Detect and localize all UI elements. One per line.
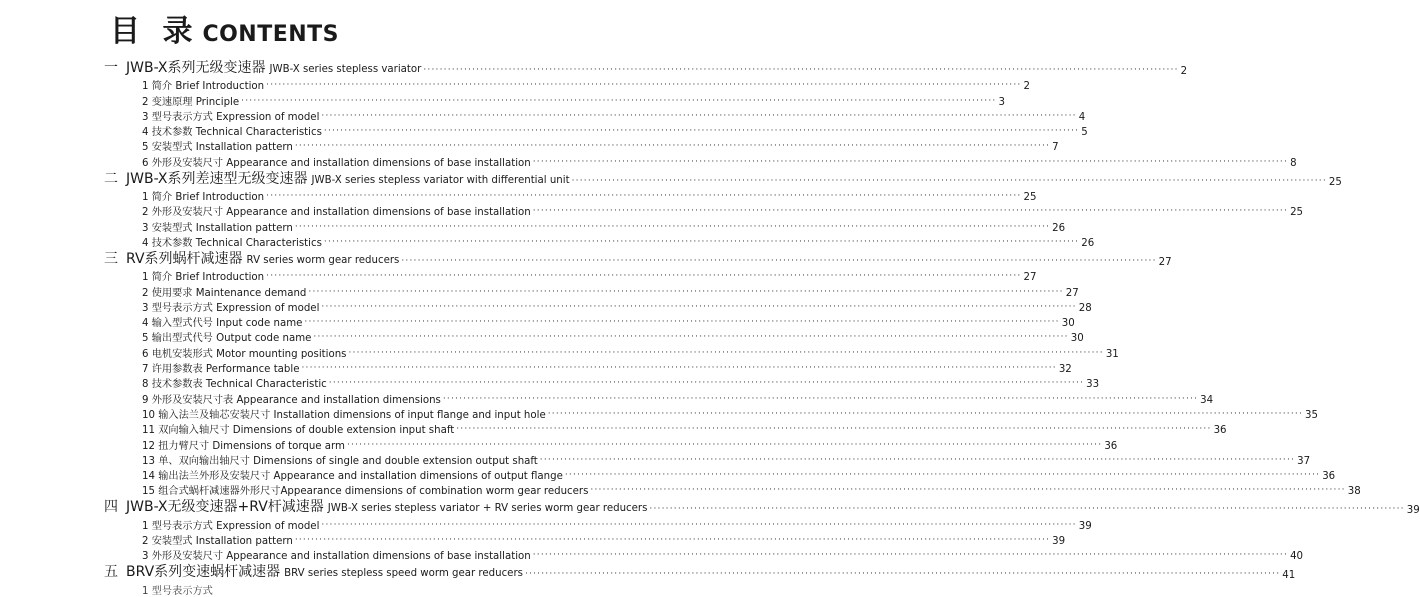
toc-item-label: 1 型号表示方式 Expression of model [142, 520, 320, 532]
toc-item-label: 15 组合式蜗杆减速器外形尺寸Appearance dimensions of combination worm gear reducers [142, 486, 589, 498]
toc-section-number: 三 [104, 250, 118, 267]
toc-page-number: 35 [1305, 409, 1319, 421]
toc-page-number: 2 [1180, 66, 1188, 77]
dot-leader [295, 142, 1050, 153]
toc-item[interactable] [0, 153, 1297, 169]
toc-page-number: 25 [1023, 192, 1037, 204]
toc-section-title-zh: BRV系列变速蜗杆减速器 [126, 564, 281, 581]
toc-page-number: 36 [1322, 471, 1336, 483]
toc-page-number: 31 [1105, 348, 1119, 360]
dot-leader [321, 112, 1076, 123]
toc-item[interactable] [0, 360, 1072, 376]
toc-page-number: 38 [1347, 486, 1361, 498]
toc-section-number: 五 [104, 564, 118, 581]
toc-item-label: 3 型号表示方式 Expression of model [142, 302, 320, 314]
toc-section-label [104, 168, 570, 188]
toc-item[interactable] [0, 421, 1227, 437]
toc-item[interactable] [0, 482, 1361, 498]
toc-item-label: 4 技术参数 Technical Characteristics [142, 127, 322, 139]
toc-item[interactable] [0, 92, 1005, 108]
dot-leader [348, 349, 1103, 360]
toc-item-label: 2 外形及安装尺寸 Appearance and installation dimensions of base installation [142, 207, 531, 219]
toc-section-4[interactable] [0, 498, 1420, 517]
toc-item[interactable] [0, 329, 1084, 345]
page-title-zh: 目 录 [110, 14, 199, 49]
toc-item[interactable] [0, 436, 1118, 452]
dot-leader [456, 425, 1211, 436]
toc-item-label: 10 输入法兰及轴芯安装尺寸 Installation dimensions of input flange and input hole [142, 409, 546, 421]
dot-leader [347, 441, 1102, 452]
toc-page-number: 39 [1052, 536, 1066, 548]
page-title-en: CONTENTS [202, 22, 340, 47]
toc-page-number: 4 [1078, 111, 1086, 123]
toc-item-label: 4 技术参数 Technical Characteristics [142, 237, 322, 249]
toc-page-number: 40 [1290, 551, 1304, 563]
toc-page-number: 25 [1290, 207, 1304, 219]
toc-section-title-en: RV series worm gear reducers [246, 254, 400, 266]
toc-item[interactable] [0, 268, 1037, 284]
toc-page-number: 27 [1158, 256, 1172, 268]
toc-item-label: 7 许用参数表 Performance table [142, 364, 300, 376]
toc-item-label: 6 外形及安装尺寸 Appearance and installation dimensions of base installation [142, 157, 531, 169]
toc-section-title-zh: JWB-X无级变速器+RV杆减速器 [126, 499, 324, 516]
toc-section-5[interactable] [0, 563, 1296, 582]
dot-leader [525, 570, 1280, 581]
toc-item-label: 2 变速原理 Principle [142, 96, 240, 108]
toc-page-number: 28 [1078, 302, 1092, 314]
toc-item-label: 8 技术参数表 Technical Characteristic [142, 379, 327, 391]
toc-section-title-zh: JWB-X系列无级变速器 [126, 60, 266, 76]
toc-item-label: 12 扭力臂尺寸 Dimensions of torque arm [142, 440, 345, 452]
dot-leader [533, 207, 1288, 218]
toc-item-label: 1 简介 Brief Introduction [142, 192, 265, 204]
toc-item[interactable] [0, 406, 1319, 421]
dot-leader [302, 364, 1057, 375]
toc-section-title-zh: RV系列蜗杆减速器 [126, 250, 243, 267]
toc-item[interactable] [0, 532, 1066, 548]
dot-leader [321, 521, 1076, 532]
toc-item-label: 3 安装型式 Installation pattern [142, 222, 293, 234]
toc-item-label: 6 电机安装形式 Motor mounting positions [142, 348, 347, 360]
toc-item[interactable] [0, 108, 1086, 123]
toc-page-number: 27 [1023, 272, 1037, 284]
toc-section-label [104, 57, 421, 77]
dot-leader [329, 379, 1084, 390]
dot-leader [401, 257, 1156, 268]
toc-item[interactable] [0, 547, 1304, 563]
toc-section-number: 二 [104, 170, 118, 187]
toc-page-number: 36 [1104, 440, 1118, 452]
dot-leader [649, 505, 1404, 516]
toc-item-label: 5 输出型式代号 Output code name [142, 333, 312, 345]
dot-leader [313, 333, 1068, 344]
toc-section-label [104, 496, 647, 516]
toc-item[interactable] [0, 299, 1092, 314]
dot-leader [324, 238, 1079, 249]
toc-item-label: 5 安装型式 Installation pattern [142, 142, 293, 154]
toc-page-number: 5 [1081, 127, 1088, 139]
cut-off-row: 1 型号表示方式 [142, 586, 213, 597]
dot-leader [443, 395, 1198, 406]
toc-section-label [104, 561, 523, 581]
toc-item[interactable] [0, 283, 1079, 299]
toc-page-number: 3 [998, 96, 1005, 108]
dot-leader [304, 318, 1059, 329]
dot-leader [241, 97, 996, 108]
toc-page-number: 32 [1058, 364, 1072, 376]
toc-page-number: 39 [1078, 520, 1092, 532]
toc-section-1[interactable] [0, 59, 1188, 77]
toc-item[interactable] [0, 452, 1311, 467]
toc-item[interactable] [0, 138, 1059, 154]
toc-item-label: 14 输出法兰外形及安装尺寸 Appearance and installation dimensions of output flange [142, 471, 563, 483]
toc-page-number: 2 [1023, 81, 1030, 93]
toc-page-number: 37 [1297, 455, 1311, 467]
toc-item-label: 1 简介 Brief Introduction [142, 272, 265, 284]
toc-section-number: 四 [104, 499, 118, 516]
toc-section-title-en: JWB-X series stepless variator + RV series worm gear reducers [327, 503, 648, 515]
toc-page-number: 25 [1328, 176, 1342, 188]
toc-item[interactable] [0, 375, 1100, 391]
toc-page-number: 36 [1213, 425, 1227, 437]
dot-leader [533, 158, 1288, 169]
dot-leader [590, 486, 1345, 497]
toc-item[interactable] [0, 218, 1066, 234]
dot-leader [266, 192, 1021, 203]
toc-section-number: 一 [104, 60, 118, 76]
toc-section-label [104, 248, 399, 268]
toc-section-2[interactable] [0, 170, 1342, 188]
toc-page-number: 26 [1081, 237, 1095, 249]
dot-leader [308, 288, 1063, 299]
toc-page-number: 27 [1065, 287, 1079, 299]
toc-item-label: 9 外形及安装尺寸表 Appearance and installation dimensions [142, 394, 441, 406]
page-title [110, 6, 340, 49]
toc-item-label: 3 外形及安装尺寸 Appearance and installation dimensions of base installation [142, 551, 531, 563]
toc-item[interactable] [0, 390, 1214, 406]
toc-item-label: 3 型号表示方式 Expression of model [142, 111, 320, 123]
toc-page-number: 30 [1061, 318, 1075, 330]
toc-item-label: 2 使用要求 Maintenance demand [142, 287, 307, 299]
toc-item-label: 11 双向输入轴尺寸 Dimensions of double extension input shaft [142, 425, 455, 437]
toc-page-number: 39 [1406, 505, 1420, 517]
toc-item[interactable] [0, 234, 1095, 249]
dot-leader [266, 272, 1021, 283]
dot-leader [295, 536, 1050, 547]
toc-item[interactable] [0, 123, 1088, 139]
toc-page-number: 33 [1086, 379, 1100, 391]
dot-leader [533, 551, 1288, 562]
toc-page-number: 8 [1290, 157, 1297, 169]
toc-page-number: 26 [1052, 222, 1066, 234]
dot-leader [423, 66, 1178, 77]
dot-leader [565, 471, 1320, 482]
toc-section-title-en: JWB-X series stepless variator with differential unit [311, 174, 570, 186]
toc-page-number: 34 [1200, 394, 1214, 406]
toc-item-label: 4 输入型式代号 Input code name [142, 318, 303, 330]
dot-leader [295, 223, 1050, 234]
toc-item-label: 1 简介 Brief Introduction [142, 81, 265, 93]
toc-item[interactable] [0, 188, 1037, 204]
toc-page-number: 30 [1070, 333, 1084, 345]
toc-section-title-en: JWB-X series stepless variator [269, 64, 422, 75]
toc-section-title-zh: JWB-X系列差速型无级变速器 [126, 170, 308, 187]
toc-item-label: 13 单、双向输出轴尺寸 Dimensions of single and double extension output shaft [142, 455, 538, 467]
toc-page-number: 7 [1052, 142, 1059, 154]
toc-section-title-en: BRV series stepless speed worm gear reducers [284, 568, 523, 580]
dot-leader [266, 81, 1021, 92]
toc-item[interactable] [0, 203, 1304, 219]
dot-leader [321, 303, 1076, 314]
toc-page-number: 41 [1282, 570, 1296, 582]
toc-item[interactable] [0, 516, 1092, 532]
toc-item-label: 2 安装型式 Installation pattern [142, 536, 293, 548]
toc-section-3[interactable] [0, 250, 1172, 268]
toc-item[interactable] [0, 344, 1119, 360]
toc-item[interactable] [0, 314, 1075, 330]
toc-item[interactable] [0, 467, 1336, 483]
dot-leader [324, 127, 1079, 138]
dot-leader [572, 177, 1327, 188]
table-of-contents [0, 58, 1420, 582]
dot-leader [548, 410, 1303, 421]
toc-item[interactable] [0, 77, 1030, 93]
dot-leader [540, 456, 1295, 467]
